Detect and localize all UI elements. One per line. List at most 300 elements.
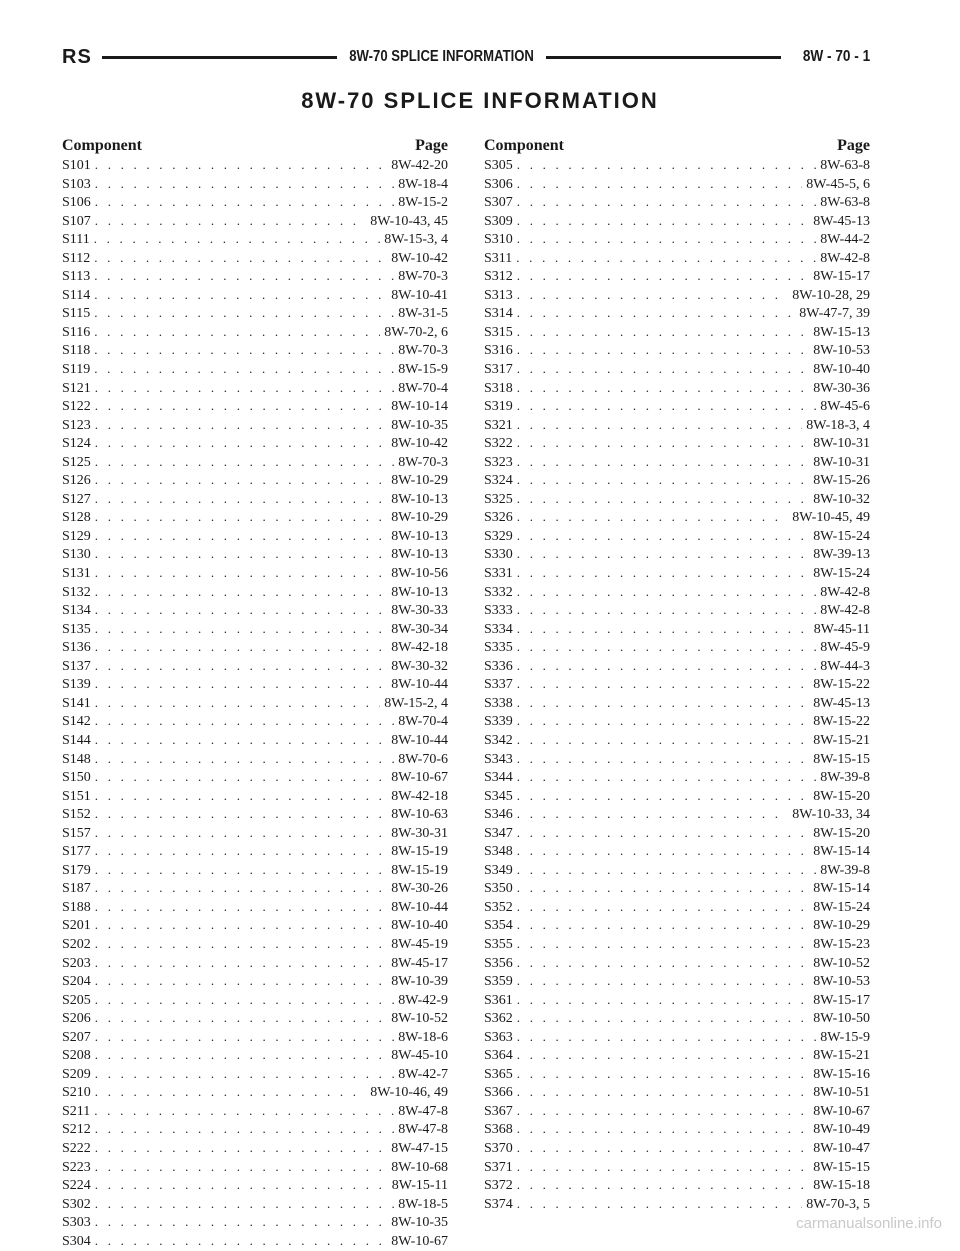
page-reference: 8W-10-68 [391,1159,448,1175]
dot-leader [94,230,380,249]
splice-id: S135 [62,621,91,637]
dot-leader [517,379,809,398]
index-row [484,527,870,546]
splice-id: S305 [484,158,513,173]
page-reference: 8W-10-53 [813,343,870,359]
splice-id: S332 [484,584,513,600]
component-heading: Component [484,137,565,154]
page-reference: 8W-15-21 [813,1048,870,1064]
page-reference: 8W-18-4 [398,176,448,192]
header-section-code: RS [62,45,92,68]
index-row [484,416,870,435]
dot-leader [517,972,809,991]
page-reference: 8W-70-4 [398,380,448,396]
page-reference: 8W-10-44 [391,899,448,915]
page-reference: 8W-47-8 [398,1103,448,1119]
index-row [484,230,870,249]
page-reference: 8W-30-34 [391,621,448,637]
splice-id: S333 [484,603,513,619]
dot-leader [517,898,809,917]
splice-id: S107 [62,213,91,229]
component-heading: Component [62,137,143,154]
page-reference: 8W-44-3 [820,658,870,674]
dot-leader [517,694,809,713]
dot-leader [95,564,387,583]
dot-leader [517,286,788,305]
page-reference: 8W-15-21 [813,732,870,748]
splice-id: S318 [484,380,513,396]
page-reference: 8W-45-9 [820,640,870,656]
splice-id: S309 [484,213,513,229]
dot-leader [95,583,387,602]
index-row [484,341,870,360]
index-row [62,230,448,249]
dot-leader [95,750,394,769]
index-row [484,249,870,268]
dot-leader [517,1176,809,1195]
dot-leader [517,675,809,694]
splice-id: S211 [62,1103,91,1119]
page-reference: 8W-15-24 [813,899,870,915]
splice-id: S339 [484,714,513,730]
splice-id: S119 [62,362,91,378]
index-row [484,304,870,323]
index-list-left [62,156,448,1250]
page-reference: 8W-15-19 [391,844,448,860]
index-row [484,1176,870,1195]
dot-leader [516,249,816,268]
page-reference: 8W-15-2 [398,195,448,211]
page-reference: 8W-10-67 [391,770,448,786]
dot-leader [95,712,394,731]
page-reference: 8W-47-8 [398,1122,448,1138]
dot-leader [517,824,809,843]
index-row [62,731,448,750]
dot-leader [517,508,788,527]
page-reference: 8W-42-20 [391,158,448,173]
splice-id: S144 [62,732,91,748]
dot-leader [95,527,387,546]
index-row [484,508,870,527]
dot-leader [95,824,387,843]
splice-id: S349 [484,862,513,878]
splice-id: S336 [484,658,513,674]
page-reference: 8W-70-3 [398,343,448,359]
index-row [62,193,448,212]
dot-leader [517,323,809,342]
page-reference: 8W-10-13 [391,547,448,563]
splice-id: S223 [62,1159,91,1175]
dot-leader [95,416,387,435]
page-reference: 8W-15-15 [813,1159,870,1175]
splice-id: S334 [484,621,513,637]
index-row [62,861,448,880]
dot-leader [95,1009,387,1028]
dot-leader [517,1120,809,1139]
index-row [62,1158,448,1177]
index-row [484,601,870,620]
dot-leader [517,805,788,824]
dot-leader [517,1195,802,1214]
index-row [62,694,448,713]
index-row [484,731,870,750]
dot-leader [517,545,809,564]
dot-leader [517,1065,809,1084]
page-reference: 8W-10-13 [391,491,448,507]
page-reference: 8W-44-2 [820,232,870,248]
page-reference: 8W-10-43, 45 [370,213,448,229]
index-row [62,768,448,787]
index-row [62,1102,448,1121]
index-row [484,657,870,676]
splice-id: S177 [62,844,91,860]
splice-id: S125 [62,454,91,470]
splice-id: S302 [62,1196,91,1212]
splice-id: S372 [484,1178,513,1194]
dot-leader [95,471,387,490]
index-row [62,212,448,231]
dot-leader [517,341,809,360]
splice-id: S148 [62,751,91,767]
index-row [62,954,448,973]
index-row [62,564,448,583]
index-row [62,712,448,731]
page-reference: 8W-15-14 [813,881,870,897]
page-reference: 8W-18-5 [398,1196,448,1212]
page-header [62,42,870,72]
splice-id: S126 [62,473,91,489]
index-row [484,1065,870,1084]
index-row [62,583,448,602]
dot-leader [94,267,394,286]
page-reference: 8W-15-20 [813,825,870,841]
dot-leader [95,879,387,898]
dot-leader [517,527,809,546]
index-row [484,620,870,639]
splice-id: S346 [484,807,513,823]
dot-leader [95,787,387,806]
dot-leader [95,397,387,416]
index-row [62,1083,448,1102]
splice-id: S317 [484,362,513,378]
splice-id: S206 [62,1011,91,1027]
page-reference: 8W-45-5, 6 [806,176,870,192]
splice-id: S362 [484,1011,513,1027]
splice-id: S303 [62,1215,91,1231]
page-reference: 8W-10-13 [391,584,448,600]
index-row [484,212,870,231]
dot-leader [95,916,387,935]
page-reference: 8W-30-36 [813,380,870,396]
splice-id: S201 [62,918,91,934]
page-reference: 8W-45-10 [391,1048,448,1064]
splice-id: S338 [484,695,513,711]
index-row [484,545,870,564]
index-row [62,416,448,435]
index-row [62,898,448,917]
page-reference: 8W-10-40 [813,362,870,378]
index-row [484,397,870,416]
splice-id: S342 [484,732,513,748]
index-row [484,768,870,787]
dot-leader [95,156,387,175]
page-reference: 8W-15-26 [813,473,870,489]
dot-leader [95,657,387,676]
page-reference: 8W-45-6 [820,399,870,415]
header-page-number: 8W - 70 - 1 [802,48,871,65]
dot-leader [95,1213,387,1232]
index-row [484,1028,870,1047]
index-row [62,1028,448,1047]
index-row [484,490,870,509]
page-reference: 8W-10-14 [391,399,448,415]
dot-leader [94,1102,394,1121]
index-row [484,935,870,954]
page-reference: 8W-39-13 [813,547,870,563]
page-reference: 8W-45-11 [813,621,870,637]
splice-id: S366 [484,1085,513,1101]
splice-id: S123 [62,417,91,433]
page-reference: 8W-42-8 [820,584,870,600]
index-row [484,583,870,602]
page-reference: 8W-10-29 [391,510,448,526]
index-row [484,564,870,583]
index-row [484,193,870,212]
page-reference: 8W-31-5 [398,306,448,322]
index-row [484,1158,870,1177]
index-row [62,471,448,490]
splice-id: S307 [484,195,513,211]
splice-id: S355 [484,936,513,952]
page-reference: 8W-30-32 [391,658,448,674]
index-row [484,750,870,769]
dot-leader [95,898,387,917]
page-reference: 8W-42-7 [398,1066,448,1082]
page-reference: 8W-70-3 [398,269,448,285]
splice-id: S150 [62,770,91,786]
index-row [62,453,448,472]
splice-id: S113 [62,269,91,285]
index-row [484,175,870,194]
dot-leader [95,1139,387,1158]
page-reference: 8W-47-7, 39 [799,306,870,322]
dot-leader [517,193,816,212]
dot-leader [95,1065,394,1084]
splice-id: S337 [484,677,513,693]
splice-id: S101 [62,158,91,173]
dot-leader [517,175,802,194]
splice-id: S331 [484,566,513,582]
page-reference: 8W-10-44 [391,677,448,693]
dot-leader [517,916,809,935]
index-row [484,824,870,843]
page-reference: 8W-42-8 [820,603,870,619]
splice-id: S311 [484,250,513,266]
page-reference: 8W-30-33 [391,603,448,619]
page-reference: 8W-15-24 [813,528,870,544]
dot-leader [94,304,394,323]
splice-id: S312 [484,269,513,285]
index-row [62,323,448,342]
index-row [484,379,870,398]
page-reference: 8W-10-29 [391,473,448,489]
index-row [484,991,870,1010]
index-row [62,1120,448,1139]
dot-leader [517,991,809,1010]
dot-leader [95,1046,387,1065]
page-reference: 8W-15-23 [813,936,870,952]
splice-id: S114 [62,287,91,303]
dot-leader [95,842,387,861]
dot-leader [95,1158,387,1177]
splice-id: S319 [484,399,513,415]
index-row [484,712,870,731]
dot-leader [95,434,387,453]
splice-id: S129 [62,528,91,544]
dot-leader [95,694,380,713]
index-row [484,267,870,286]
splice-id: S127 [62,491,91,507]
index-row [62,1046,448,1065]
splice-id: S207 [62,1029,91,1045]
dot-leader [517,1083,809,1102]
index-row [62,175,448,194]
index-row [62,935,448,954]
header-rule-right [546,56,781,59]
page-reference: 8W-63-8 [820,158,870,173]
dot-leader [517,601,816,620]
dot-leader [517,1102,809,1121]
index-row [484,972,870,991]
index-row [62,341,448,360]
page-reference: 8W-15-13 [813,324,870,340]
index-row [62,508,448,527]
dot-leader [94,249,387,268]
page-reference: 8W-10-67 [813,1103,870,1119]
page-reference: 8W-15-15 [813,751,870,767]
splice-id: S344 [484,770,513,786]
dot-leader [517,842,809,861]
splice-id: S139 [62,677,91,693]
dot-leader [517,638,816,657]
splice-id: S345 [484,788,513,804]
index-row [62,267,448,286]
index-row [62,879,448,898]
splice-id: S363 [484,1029,513,1045]
splice-id: S128 [62,510,91,526]
index-row [62,286,448,305]
index-row [62,1213,448,1232]
dot-leader [95,954,387,973]
splice-id: S325 [484,491,513,507]
page-reference: 8W-15-16 [813,1066,870,1082]
dot-leader [517,879,809,898]
splice-id: S124 [62,436,91,452]
index-row [484,453,870,472]
page-reference: 8W-10-51 [813,1085,870,1101]
watermark: carmanualsonline.info [796,1215,942,1232]
dot-leader [517,564,809,583]
splice-id: S313 [484,287,513,303]
dot-leader [517,1139,809,1158]
index-row [62,490,448,509]
dot-leader [94,323,380,342]
index-row [484,1009,870,1028]
index-row [62,750,448,769]
page-reference: 8W-15-9 [820,1029,870,1045]
dot-leader [95,601,387,620]
splice-id: S364 [484,1048,513,1064]
dot-leader [517,750,809,769]
index-row [484,360,870,379]
page-reference: 8W-42-18 [391,640,448,656]
page-reference: 8W-15-3, 4 [384,232,448,248]
page-reference: 8W-10-63 [391,807,448,823]
dot-leader [95,1195,394,1214]
index-row [484,861,870,880]
splice-id: S361 [484,992,513,1008]
splice-id: S157 [62,825,91,841]
index-row [62,805,448,824]
splice-id: S359 [484,974,513,990]
index-row [62,1065,448,1084]
index-row [484,434,870,453]
dot-leader [95,805,387,824]
page-reference: 8W-10-28, 29 [792,287,870,303]
column-header [484,136,870,156]
index-row [484,805,870,824]
dot-leader [517,583,816,602]
dot-leader [95,861,387,880]
splice-id: S370 [484,1140,513,1156]
dot-leader [517,954,809,973]
dot-leader [517,416,802,435]
splice-id: S343 [484,751,513,767]
splice-id: S365 [484,1066,513,1082]
page-reference: 8W-15-9 [398,362,448,378]
page-reference: 8W-39-8 [820,770,870,786]
page-reference: 8W-47-15 [391,1140,448,1156]
index-row [62,1009,448,1028]
dot-leader [95,490,387,509]
page-reference: 8W-15-2, 4 [384,695,448,711]
dot-leader [517,434,809,453]
page-reference: 8W-15-22 [813,714,870,730]
splice-id: S354 [484,918,513,934]
index-column-right [484,136,870,1213]
dot-leader [517,935,809,954]
page-reference: 8W-10-31 [813,436,870,452]
page-reference: 8W-10-41 [391,287,448,303]
index-row [62,972,448,991]
page-reference: 8W-10-29 [813,918,870,934]
splice-id: S208 [62,1048,91,1064]
page-reference: 8W-39-8 [820,862,870,878]
page-reference: 8W-45-13 [813,695,870,711]
index-row [62,304,448,323]
page-reference: 8W-10-44 [391,732,448,748]
header-section-title: 8W-70 SPLICE INFORMATION [349,48,534,65]
dot-leader [95,193,394,212]
index-row [484,842,870,861]
index-row [62,1176,448,1195]
index-row [484,1046,870,1065]
page-reference: 8W-18-6 [398,1029,448,1045]
index-row [62,379,448,398]
page-reference: 8W-15-18 [813,1178,870,1194]
dot-leader [517,712,809,731]
page-reference: 8W-15-17 [813,992,870,1008]
